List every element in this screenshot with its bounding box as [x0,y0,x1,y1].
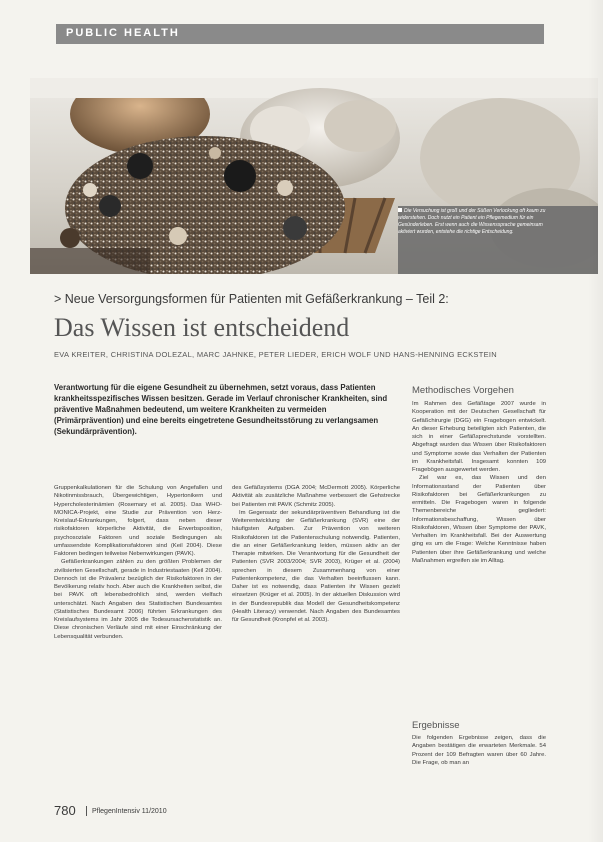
article-title: Das Wissen ist entscheidend [54,313,350,342]
body-column-1 [54,484,222,641]
article-kicker: > Neue Versorgungsformen für Patienten mit Gefäßerkrankung – Teil 2: [54,292,449,306]
body-paragraph: Im Rahmen des Gefäßtage 2007 wurde in Kooperation mit der Deutschen Gesellschaft für Gefäßchirurgie (DGG) ein Fragebogen entwickelt. An dieser Erhebung beteiligten sich Patienten, die sich in einer Gefäßsprechstunde vorstellten. Abgefragt wurden das Wissen über Risikofaktoren und Symptome sowie das Verhalten der Patienten im Krankheitsfall. Insgesamt konnten 109 Fragebögen ausgewertet werden. [412,401,546,473]
body-column-3-methods [412,400,546,565]
journal-reference: PflegenIntensiv 11/2010 [92,808,167,815]
photo-caption [398,208,558,236]
footer-divider [86,806,87,816]
body-paragraph: Die folgenden Ergebnisse zeigen, dass die Angaben bestätigen die erwarteten Merkmale. 54 Prozent der 109 Befragten waren über 60 Jahre. Die Frage, ob man an [412,735,546,766]
section-heading-results: Ergebnisse [412,720,460,731]
scan-edge-shadow [588,0,603,842]
section-heading-methods: Methodisches Vorgehen [412,385,514,396]
body-paragraph: des Gefäßsystems (DGA 2004; McDermott 2005). Körperliche Aktivität als zusätzliche Maßnahme verbessert die Gehstrecke bei Patienten mit PAVK (Schmitz 2005). [232,485,400,508]
body-paragraph: Gruppenkalkulationen für die Schulung von Angefallen und Nikotinmissbrauch, Übergewichtigen, Hypertonikern und Hypercholesterinämien (Rosemary et al. 2005). Das WHO-MONICA-Projekt, eine Studie zur Prävention von Herz-Kreislauf-Erkrankungen, folgert, dass neben dieser risikofaktoren körperliche Aktivität, die Erwerbsposition, psychosoziale Faktoren und soziale Bedingungen als umfassendste Komplikationsfaktoren sind (Keil 2004). Diese Faktoren bedingen teilweise Nebenwirkungen (PAVK). [54,485,222,557]
photo-caption-text: Die Versuchung ist groß und der Süßen Verlockung oft kaum zu widerstehen. Doch nutzt ein Patient ein Pflegemedium für ein Gesünderleben. Erst wenn auch die Wissenssprache gemeinsam aktiviert wurden, entstehe die richtige Entscheidung. [398,208,546,235]
page-number: 780 [54,803,76,818]
section-label: PUBLIC HEALTH [66,27,180,39]
body-column-2 [232,484,400,624]
article-authors: EVA KREITER, CHRISTINA DOLEZAL, MARC JAHNKE, PETER LIEDER, ERICH WOLF UND HANS-HENNING ECKSTEIN [54,350,498,359]
hero-photo [30,78,598,274]
body-paragraph: Im Gegensatz der sekundärpräventiven Behandlung ist die Weiterentwicklung der Gefäßerkrankung (SVR) eine der häufigsten Aufgaben. Zur Prävention von weiteren Risikofaktoren ist die Patientenschulung notwendig. Patienten, die an einer Gefäßerkrankung leiden, müssen aktiv an der Therapie mitwirken. Die Verantwortung für die Gesundheit der Patienten (SVR 2003/2004; SVR 2003), Krüger et al. (2004) sprechen in diesem Zusammenhang von einer Patientenkompetenz, die das Verhalten beeinflussen kann. Daher ist es notwendig, dass Patienten ihr Wissen gezielt einsetzen (Krüger et al. 2005). In der aktuellen Diskussion wird in der Bundesrepublik das Modell der Gesundheitskompetenz (Health Literacy) verwendet. Nach Angaben des Bundesamtes für Gesundheit (Kronpfel et al. 2003). [232,509,400,623]
body-column-3-results [412,734,546,767]
section-header-band [56,24,544,44]
body-paragraph: Ziel war es, das Wissen und den Informationsstand der Patienten über Risikofaktoren bei Gefäßerkrankungen zu ermitteln. Die Fragebogen waren in folgende Themenbereiche gegliedert: Informationsbeschaffung, Wissen über Risikofaktoren, Wissen über Symptome der PAVK, Verhalten im Krankheitsfall. Bei der Auswertung ging es um die Frage: Welche Kenntnisse haben Patienten über ihre Gefäßerkrankung und welche Maßnahmen ergreifen sie im Alltag. [412,475,546,564]
article-lead: Verantwortung für die eigene Gesundheit zu übernehmen, setzt voraus, dass Patienten krankheitsspezifisches Wissen besitzen. Gerade im Verlauf chronischer Krankheiten, sind präventive Maßnahmen bedeutend, um weitere Krankheiten zu vermeiden (Primärprävention) und eine bereits eingetretene Gesundheitsstörung zu verlangsamen (Sekundärprävention). [54,383,388,437]
body-paragraph: Gefäßerkrankungen zählen zu den größten Problemen der zivilisierten Gesellschaft, gerade in Industriestaaten (Keil 2004). Dennoch ist die Prävalenz bezüglich der Risikofaktoren in der Bevölkerung relativ hoch. Aber auch die Krankheiten selbst, die bei PAVK oft lebensbedrohlich sind, werden vielfach unterschätzt. Nach Angaben des Statistischen Bundesamtes (Statistisches Bundesamt 2006) führten Erkrankungen des Kreislaufsystems im Jahr 2005 die Todesursachenstatistik an. Diese chronischen Verläufe sind mit einer Einschränkung der Lebensqualität verbunden. [54,559,222,640]
cupcakes-image [30,78,598,274]
caption-marker-icon [398,208,402,212]
